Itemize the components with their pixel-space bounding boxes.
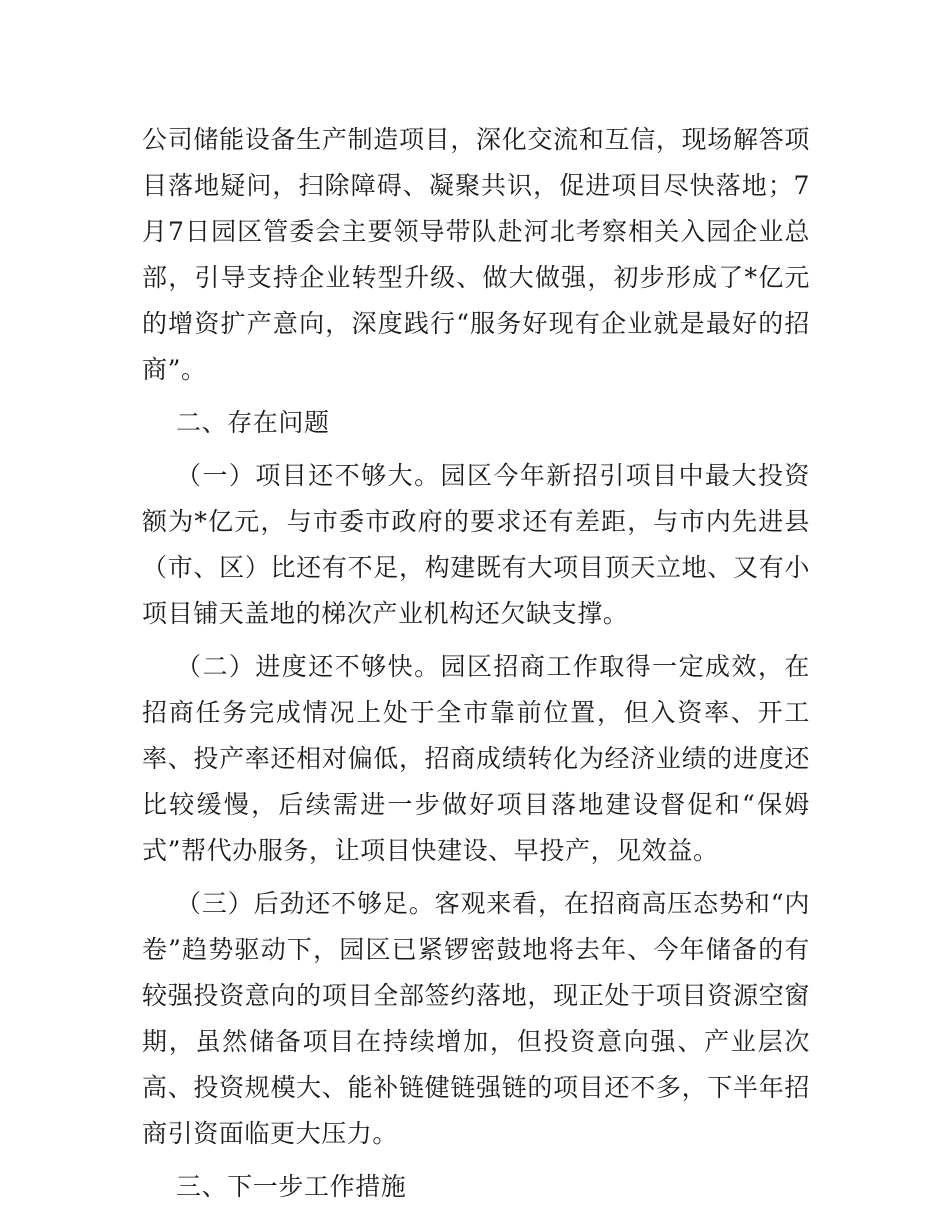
document-body — [142, 117, 810, 1210]
paragraph-issue-2: （二）进度还不够快。园区招商工作取得一定成效，在招商任务完成情况上处于全市靠前位置，但入资率、开工率、投产率还相对偏低，招商成绩转化为经济业绩的进度还比较缓慢，后续需进一步做好项目落地建设督促和“保姆式”帮代办服务，让项目快建设、早投产，见效益。 — [142, 652, 810, 865]
paragraph-issue-3: （三）后劲还不够足。客观来看，在招商高压态势和“内卷”趋势驱动下，园区已紧锣密鼓地将去年、今年储备的有较强投资意向的项目全部签约落地，现正处于项目资源空窗期，虽然储备项目在持续增加，但投资意向强、产业层次高、投资规模大、能补链健链强链的项目还不多，下半年招商引资面临更大压力。 — [142, 889, 810, 1148]
paragraph-issue-1: （一）项目还不够大。园区今年新招引项目中最大投资额为*亿元，与市委市政府的要求还有差距，与市内先进县（市、区）比还有不足，构建既有大项目顶天立地、又有小项目铺天盖地的梯次产业机构还欠缺支撑。 — [142, 461, 810, 628]
section-heading-problems: 二、存在问题 — [176, 408, 330, 437]
paragraph-intro-continuation: 公司储能设备生产制造项目，深化交流和互信，现场解答项目落地疑问，扫除障碍、凝聚共识，促进项目尽快落地；7月7日园区管委会主要领导带队赴河北考察相关入园企业总部，引导支持企业转型升级、做大做强，初步形成了*亿元的增资扩产意向，深度践行“服务好现有企业就是最好的招商”。 — [142, 125, 810, 384]
section-heading-next-steps: 三、下一步工作措施 — [176, 1172, 407, 1201]
